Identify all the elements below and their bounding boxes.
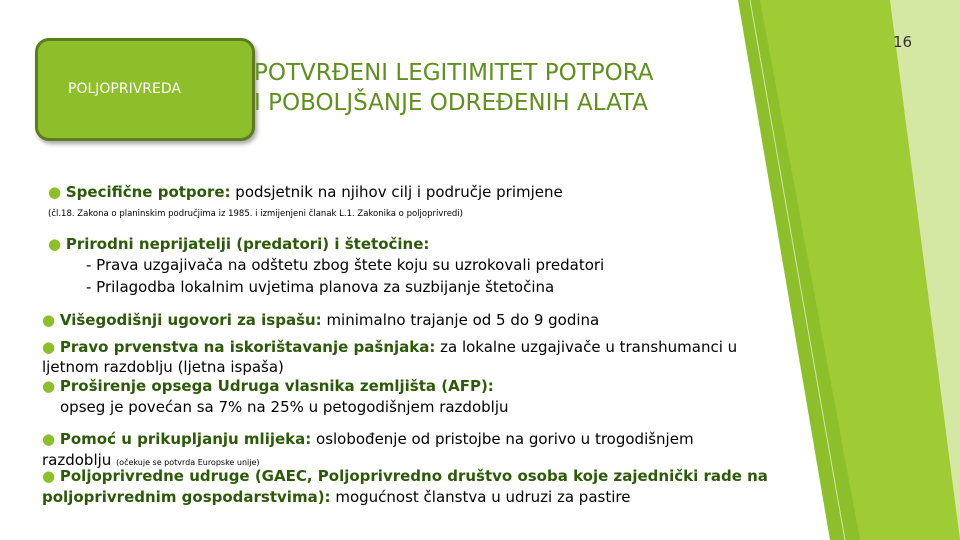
bullet-text: oslobođenje od pristojbe na gorivo u trogodišnjem [311,430,694,448]
slide-title [254,58,654,118]
bullet-label-continued: poljoprivrednim gospodarstvima): [42,488,331,506]
eu-confirmation-note: (očekuje se potvrda Europske unije) [116,458,260,467]
bullet-label: Proširenje opsega Udruga vlasnika zemljišta (AFP): [59,377,494,395]
bullet-dot-icon: ● [42,467,56,485]
legal-note: (čl.18. Zakona o planinskim područjima iz 1985. i izmijenjeni članak L.1. Zakonika o poljoprivredi) [48,209,464,219]
bullet-prirodni-neprijatelji [48,234,429,254]
bullet-label: Pomoć u prikupljanju mlijeka: [59,430,312,448]
section-badge-label: POLJOPRIVREDA [68,81,181,97]
bullet-label: Prirodni neprijatelji (predatori) i štetočine: [65,235,430,253]
bullet-poljoprivredne-udruge [42,466,768,486]
section-badge [35,38,255,141]
bullet-dot-icon: ● [42,377,56,395]
bullet-pravo-prvenstva [42,337,737,357]
bullet-pomoc-mlijeko [42,429,694,449]
title-line-1: POTVRĐENI LEGITIMITET POTPORA [254,60,654,86]
bullet-label: Specifične potpore: [65,183,231,201]
bullet-dot-icon: ● [48,235,62,253]
bullet-text-continued [42,487,630,507]
bullet-label: Poljoprivredne udruge (GAEC, Poljoprivredno društvo osoba koje zajednički rade na [59,467,768,485]
sub-item-odsteta: - Prava uzgajivača na odštetu zbog štete koju su uzrokovali predatori [86,256,605,274]
bullet-dot-icon: ● [42,311,56,329]
bullet-dot-icon: ● [48,183,62,201]
title-line-2: I POBOLJŠANJE ODREĐENIH ALATA [254,90,649,116]
sub-item-stetocine: - Prilagodba lokalnim uvjetima planova za suzbijanje štetočina [86,278,555,296]
bullet-text: podsjetnik na njihov cilj i područje primjene [230,183,563,201]
page-number: 16 [893,33,913,51]
bullet-label: Višegodišnji ugovori za ispašu: [59,311,322,329]
bullet-prosirenje-opsega [42,376,494,396]
bullet-specificne-potpore [48,182,563,202]
bullet-text-continued: opseg je povećan sa 7% na 25% u petogodišnjem razdoblju [60,398,509,416]
continued-text: razdoblju [42,451,117,469]
bullet-text: minimalno trajanje od 5 do 9 godina [321,311,600,329]
bullet-dot-icon: ● [42,338,56,356]
bullet-dot-icon: ● [42,430,56,448]
bullet-label: Pravo prvenstva na iskorištavanje pašnjaka: [59,338,436,356]
bullet-text-continued: ljetnom razdoblju (ljetna ispaša) [42,358,284,376]
bullet-text: za lokalne uzgajivače u transhumanci u [435,338,738,356]
bullet-visegodisnji-ugovori [42,310,599,330]
bullet-text: mogućnost članstva u udruzi za pastire [330,488,631,506]
